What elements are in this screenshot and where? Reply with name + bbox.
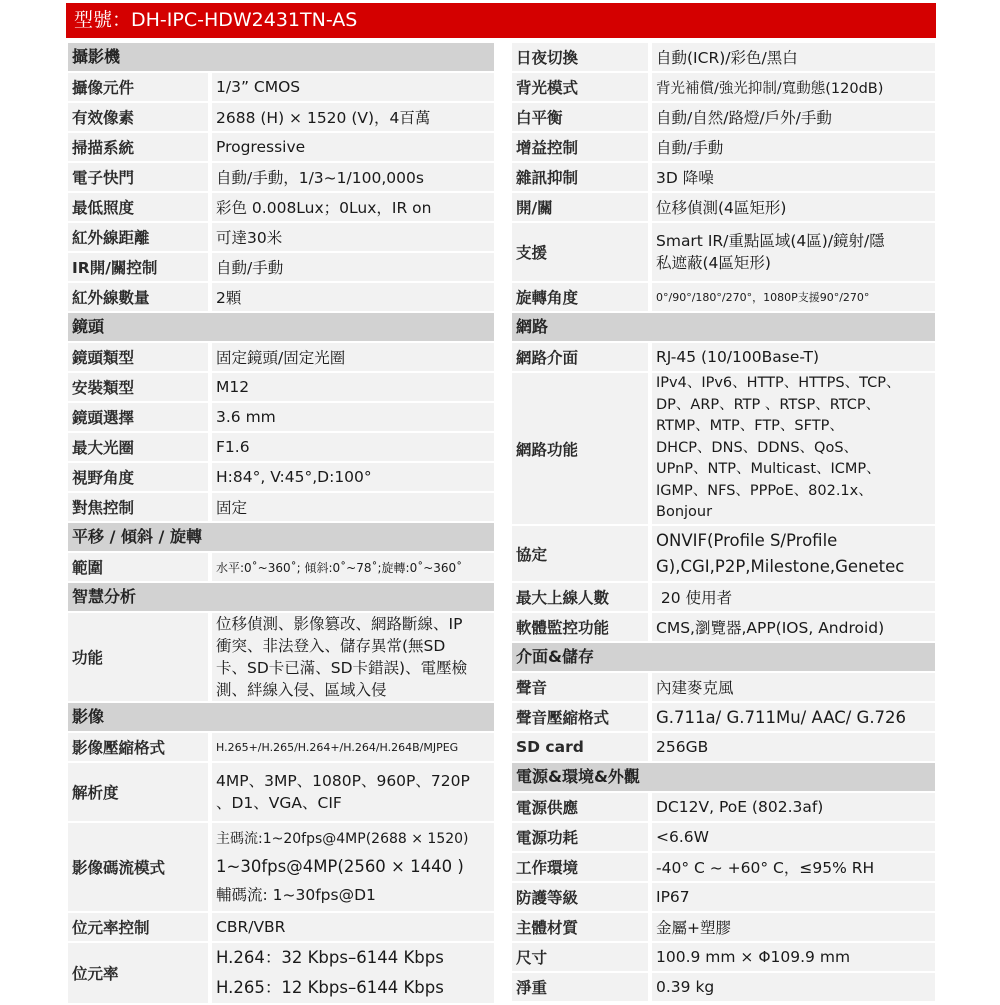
spec-label: 白平衡 (512, 103, 648, 131)
spec-table-left (68, 43, 494, 1005)
section-header-lens: 鏡頭 (68, 313, 494, 341)
spec-value: 2688 (H) × 1520 (V)，4百萬 (212, 103, 494, 131)
spec-row (512, 343, 935, 371)
spec-value: H.265+/H.265/H.264+/H.264/H.264B/MJPEG (212, 733, 494, 761)
value-line: 、D1、VGA、CIF (216, 794, 342, 812)
value-line: Smart IR/重點區域(4區)/鏡射/隱 (656, 232, 885, 250)
spec-row (68, 943, 494, 1003)
spec-row (68, 133, 494, 161)
value-line: G),CGI,P2P,Milestone,Genetec (656, 556, 905, 576)
spec-row (68, 163, 494, 191)
value-line: 輔碼流: 1~30fps@D1 (216, 886, 376, 904)
spec-label: 紅外線數量 (68, 283, 208, 311)
spec-label: 視野角度 (68, 463, 208, 491)
spec-label: 增益控制 (512, 133, 648, 161)
spec-value: F1.6 (212, 433, 494, 461)
spec-row (68, 733, 494, 761)
spec-row (512, 853, 935, 881)
spec-value: 自動/手動 (652, 133, 935, 161)
spec-value: 可達30米 (212, 223, 494, 251)
spec-value (212, 763, 494, 821)
spec-value: 固定鏡頭/固定光圈 (212, 343, 494, 371)
value-line: 卡、SD卡已滿、SD卡錯誤)、電壓檢 (216, 659, 468, 677)
spec-row (68, 553, 494, 581)
section-header-ptz: 平移 / 傾斜 / 旋轉 (68, 523, 494, 551)
spec-value: DC12V, PoE (802.3af) (652, 793, 935, 821)
spec-row (68, 103, 494, 131)
spec-label: 防護等級 (512, 883, 648, 911)
spec-value: 256GB (652, 733, 935, 761)
spec-value: G.711a/ G.711Mu/ AAC/ G.726 (652, 703, 935, 731)
spec-value: CBR/VBR (212, 913, 494, 941)
spec-value: 固定 (212, 493, 494, 521)
spec-row (512, 526, 935, 581)
spec-label: 雜訊抑制 (512, 163, 648, 191)
spec-value: 自動/手動 (212, 253, 494, 281)
value-line: IPv4、IPv6、HTTP、HTTPS、TCP、 (656, 375, 901, 392)
spec-row (68, 763, 494, 821)
spec-label: 影像壓縮格式 (68, 733, 208, 761)
spec-label: 旋轉角度 (512, 283, 648, 311)
value-line: 位移偵測、影像篡改、網路斷線、IP (216, 615, 463, 633)
section-header-network: 網路 (512, 313, 935, 341)
section-header-analytics: 智慧分析 (68, 583, 494, 611)
spec-label: 掃描系統 (68, 133, 208, 161)
spec-row (68, 433, 494, 461)
spec-label: 解析度 (68, 763, 208, 821)
spec-row (512, 793, 935, 821)
spec-label: 電源功耗 (512, 823, 648, 851)
spec-value (652, 223, 935, 281)
spec-row (68, 73, 494, 101)
spec-label: 最大光圈 (68, 433, 208, 461)
spec-label: 位元率 (68, 943, 208, 1003)
spec-row (68, 283, 494, 311)
spec-row (512, 223, 935, 281)
spec-value: 0°/90°/180°/270°，1080P支援90°/270° (652, 283, 935, 311)
spec-label: IR開/關控制 (68, 253, 208, 281)
spec-label: 鏡頭類型 (68, 343, 208, 371)
spec-row (512, 73, 935, 101)
spec-label: 網路功能 (512, 373, 648, 524)
spec-row (512, 703, 935, 731)
spec-value (212, 613, 494, 701)
value-line: 1~30fps@4MP(2560 × 1440 ) (216, 857, 464, 876)
spec-label: 聲音 (512, 673, 648, 701)
spec-label: 位元率控制 (68, 913, 208, 941)
section-header-power: 電源&環境&外觀 (512, 763, 935, 791)
spec-value: Progressive (212, 133, 494, 161)
spec-label: 主體材質 (512, 913, 648, 941)
spec-row (512, 823, 935, 851)
section-header-interface: 介面&儲存 (512, 643, 935, 671)
spec-value: 1/3” CMOS (212, 73, 494, 101)
spec-value: CMS,瀏覽器,APP(IOS, Android) (652, 613, 935, 641)
spec-value: 內建麥克風 (652, 673, 935, 701)
spec-row (68, 463, 494, 491)
spec-value (212, 943, 494, 1003)
spec-value: 0.39 kg (652, 973, 935, 1001)
spec-row (68, 403, 494, 431)
spec-label: 尺寸 (512, 943, 648, 971)
spec-value: 2顆 (212, 283, 494, 311)
spec-row (512, 673, 935, 701)
value-line: ONVIF(Profile S/Profile (656, 530, 838, 550)
spec-row (68, 253, 494, 281)
value-line: RTMP、MTP、FTP、SFTP、 (656, 418, 844, 435)
value-line: 私遮蔽(4區矩形) (656, 254, 771, 272)
spec-value (652, 373, 935, 524)
spec-value: <6.6W (652, 823, 935, 851)
spec-label: 範圍 (68, 553, 208, 581)
spec-label: 支援 (512, 223, 648, 281)
section-header-camera: 攝影機 (68, 43, 494, 71)
spec-label: 最大上線人數 (512, 583, 648, 611)
spec-label: 網路介面 (512, 343, 648, 371)
spec-label: SD card (512, 733, 648, 761)
spec-row (68, 223, 494, 251)
value-line: 4MP、3MP、1080P、960P、720P (216, 772, 470, 790)
spec-row (68, 823, 494, 911)
spec-row (512, 283, 935, 311)
spec-row (512, 613, 935, 641)
spec-label: 工作環境 (512, 853, 648, 881)
spec-row (68, 373, 494, 401)
spec-value: 3D 降噪 (652, 163, 935, 191)
spec-value: 背光補償/強光抑制/寬動態(120dB) (652, 73, 935, 101)
spec-row (512, 583, 935, 611)
spec-value: H:84°, V:45°,D:100° (212, 463, 494, 491)
spec-row (512, 133, 935, 161)
spec-row (68, 343, 494, 371)
spec-label: 聲音壓縮格式 (512, 703, 648, 731)
spec-value: IP67 (652, 883, 935, 911)
spec-value (212, 823, 494, 911)
spec-value: 3.6 mm (212, 403, 494, 431)
spec-row (512, 163, 935, 191)
spec-label: 影像碼流模式 (68, 823, 208, 911)
spec-value: 水平:0˚~360˚; 傾斜:0˚~78˚;旋轉:0˚~360˚ (212, 553, 494, 581)
model-title-banner: 型號：DH-IPC-HDW2431TN-AS (66, 3, 936, 38)
spec-row (512, 733, 935, 761)
spec-row (512, 103, 935, 131)
spec-label: 背光模式 (512, 73, 648, 101)
value-line: DP、ARP、RTP 、RTSP、RTCP、 (656, 396, 881, 413)
spec-value (652, 526, 935, 581)
value-line: UPnP、NTP、Multicast、ICMP、 (656, 461, 881, 478)
spec-table-right (512, 43, 935, 1003)
spec-value: 位移偵測(4區矩形) (652, 193, 935, 221)
spec-value: 100.9 mm × Φ109.9 mm (652, 943, 935, 971)
value-line: IGMP、NFS、PPPoE、802.1x、 (656, 482, 873, 499)
spec-label: 電源供應 (512, 793, 648, 821)
spec-value: RJ-45 (10/100Base-T) (652, 343, 935, 371)
spec-row (512, 193, 935, 221)
spec-row (512, 373, 935, 524)
spec-label: 功能 (68, 613, 208, 701)
spec-label: 軟體監控功能 (512, 613, 648, 641)
spec-row (512, 883, 935, 911)
spec-label: 鏡頭選擇 (68, 403, 208, 431)
spec-label: 協定 (512, 526, 648, 581)
value-line: H.265：12 Kbps–6144 Kbps (216, 978, 444, 997)
spec-label: 最低照度 (68, 193, 208, 221)
spec-row (512, 973, 935, 1001)
spec-value: 自動/自然/路燈/戶外/手動 (652, 103, 935, 131)
spec-label: 安裝類型 (68, 373, 208, 401)
spec-row (68, 613, 494, 701)
spec-label: 紅外線距離 (68, 223, 208, 251)
value-line: 測、絆線入侵、區域入侵 (216, 681, 387, 699)
spec-row (68, 493, 494, 521)
spec-label: 攝像元件 (68, 73, 208, 101)
value-line: 衝突、非法登入、儲存異常(無SD (216, 637, 446, 655)
spec-label: 有效像素 (68, 103, 208, 131)
value-line: H.264：32 Kbps–6144 Kbps (216, 948, 444, 967)
spec-label: 開/關 (512, 193, 648, 221)
spec-label: 電子快門 (68, 163, 208, 191)
spec-label: 對焦控制 (68, 493, 208, 521)
spec-value: -40° C ~ +60° C，≤95% RH (652, 853, 935, 881)
value-line: Bonjour (656, 504, 713, 521)
spec-value: M12 (212, 373, 494, 401)
spec-label: 淨重 (512, 973, 648, 1001)
spec-value: 自動(ICR)/彩色/黑白 (652, 43, 935, 71)
spec-value: 自動/手動，1/3~1/100,000s (212, 163, 494, 191)
spec-row (68, 913, 494, 941)
spec-value: 彩色 0.008Lux；0Lux，IR on (212, 193, 494, 221)
spec-row (68, 193, 494, 221)
spec-value: 20 使用者 (652, 583, 935, 611)
spec-row (512, 43, 935, 71)
section-header-video: 影像 (68, 703, 494, 731)
spec-label: 日夜切換 (512, 43, 648, 71)
spec-row (512, 943, 935, 971)
spec-value: 金屬+塑膠 (652, 913, 935, 941)
spec-row (512, 913, 935, 941)
value-line: 主碼流:1~20fps@4MP(2688 × 1520) (216, 831, 469, 847)
value-line: DHCP、DNS、DDNS、QoS、 (656, 439, 859, 456)
